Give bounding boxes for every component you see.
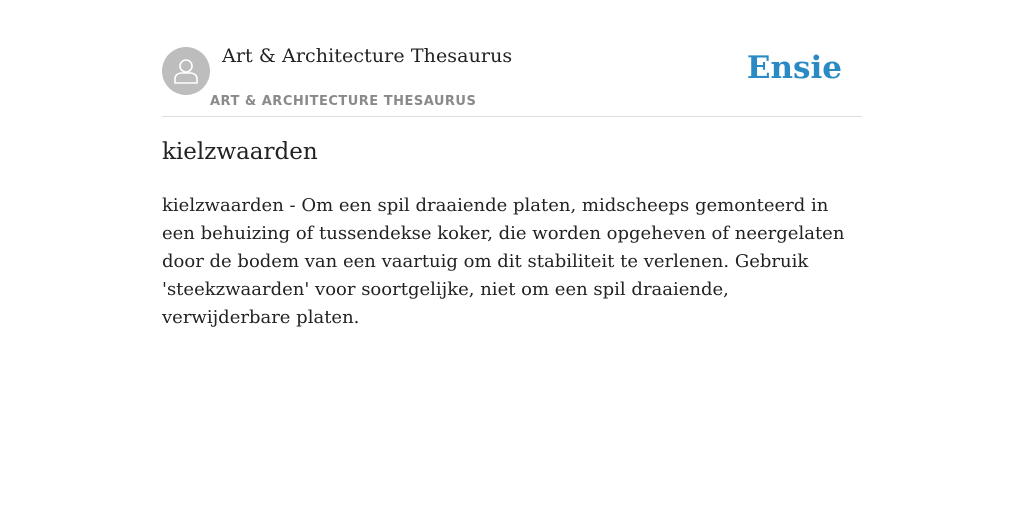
source-label[interactable]: ART & ARCHITECTURE THESAURUS	[210, 94, 477, 109]
header	[162, 0, 862, 117]
entry-definition: kielzwaarden - Om een spil draaiende platen, midscheeps gemonteerd in een behuizing of tussendekse koker, die worden opgeheven of neergelaten door de bodem van een vaartuig om dit stabiliteit te verlenen. Gebruik 'steekzwaarden' voor soortgelijke, niet om een spil draaiende, verwijderbare platen.	[162, 195, 845, 328]
brand-logo[interactable]: Ensie	[746, 50, 842, 86]
avatar[interactable]	[162, 47, 210, 95]
entry-title: kielzwaarden	[162, 139, 318, 165]
author-name[interactable]: Art & Architecture Thesaurus	[222, 45, 513, 67]
user-icon	[171, 56, 201, 86]
